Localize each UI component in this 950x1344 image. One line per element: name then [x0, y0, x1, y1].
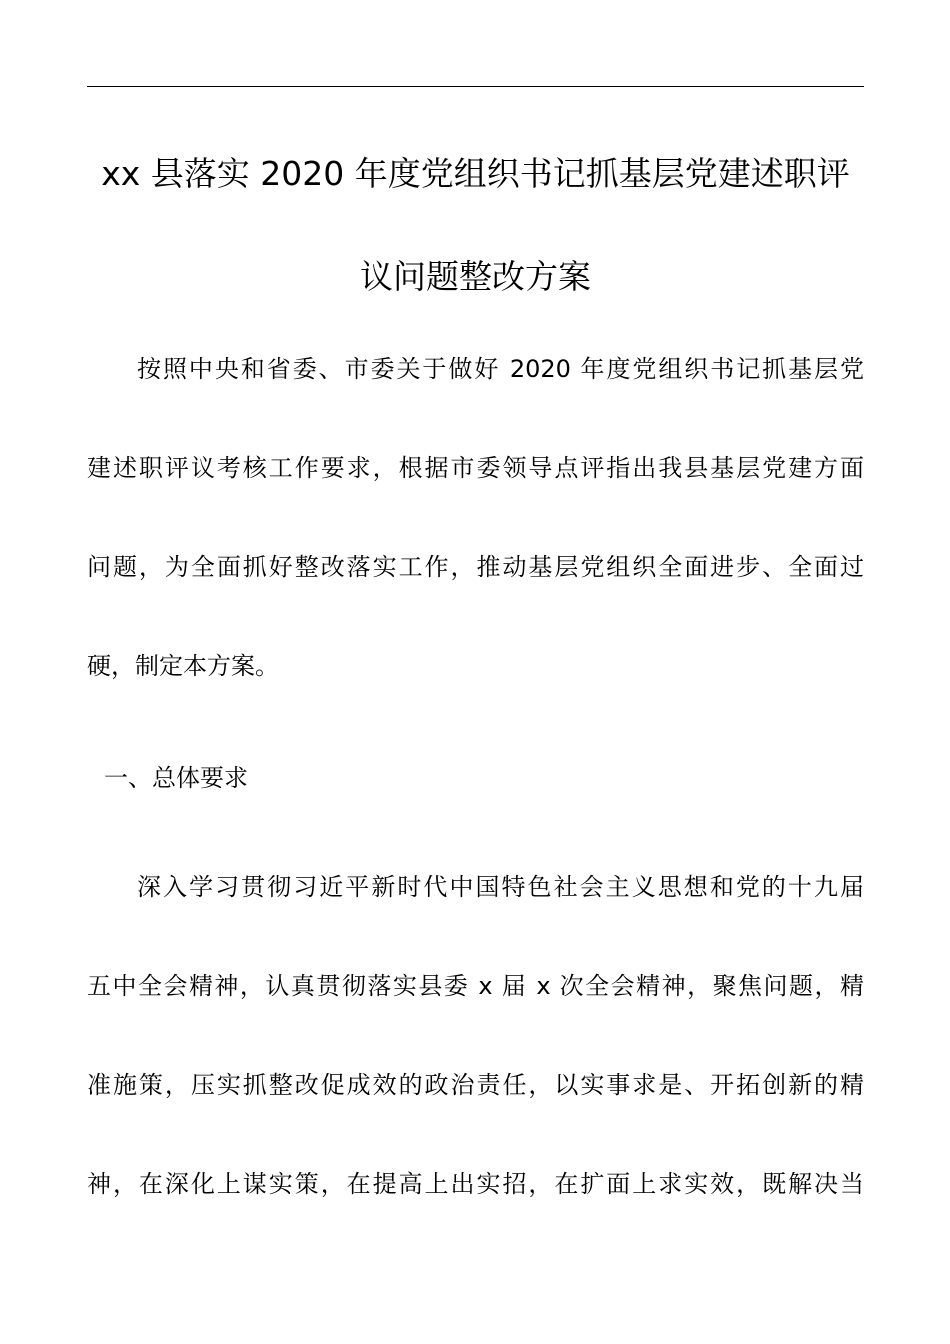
- title-line: 议问题整改方案: [360, 257, 591, 296]
- section-heading: 一、总体要求: [104, 764, 248, 792]
- paragraph-line: 神，在深化上谋实策，在提高上出实招，在扩面上求实效，既解决当: [87, 1170, 864, 1198]
- paragraph-line: 准施策，压实抓整改促成效的政治责任，以实事求是、开拓创新的精: [87, 1071, 864, 1099]
- requirements-paragraph: [87, 838, 864, 1234]
- paragraph-line: 深入学习贯彻习近平新时代中国特色社会主义思想和党的十九届: [137, 873, 864, 901]
- paragraph-line: 五中全会精神，认真贯彻落实县委 x 届 x 次全会精神，聚焦问题，精: [87, 972, 864, 1000]
- paragraph-line: 硬，制定本方案。: [87, 652, 279, 680]
- paragraph-line: 按照中央和省委、市委关于做好 2020 年度党组织书记抓基层党: [137, 355, 864, 383]
- paragraph-line: 建述职评议考核工作要求，根据市委领导点评指出我县基层党建方面: [87, 454, 864, 482]
- document-title: [87, 122, 864, 328]
- intro-paragraph: [87, 320, 864, 716]
- paragraph-line: 问题，为全面抓好整改落实工作，推动基层党组织全面进步、全面过: [87, 553, 864, 581]
- header-rule: [87, 86, 864, 87]
- title-line: xx 县落实 2020 年度党组织书记抓基层党建述职评: [101, 154, 850, 193]
